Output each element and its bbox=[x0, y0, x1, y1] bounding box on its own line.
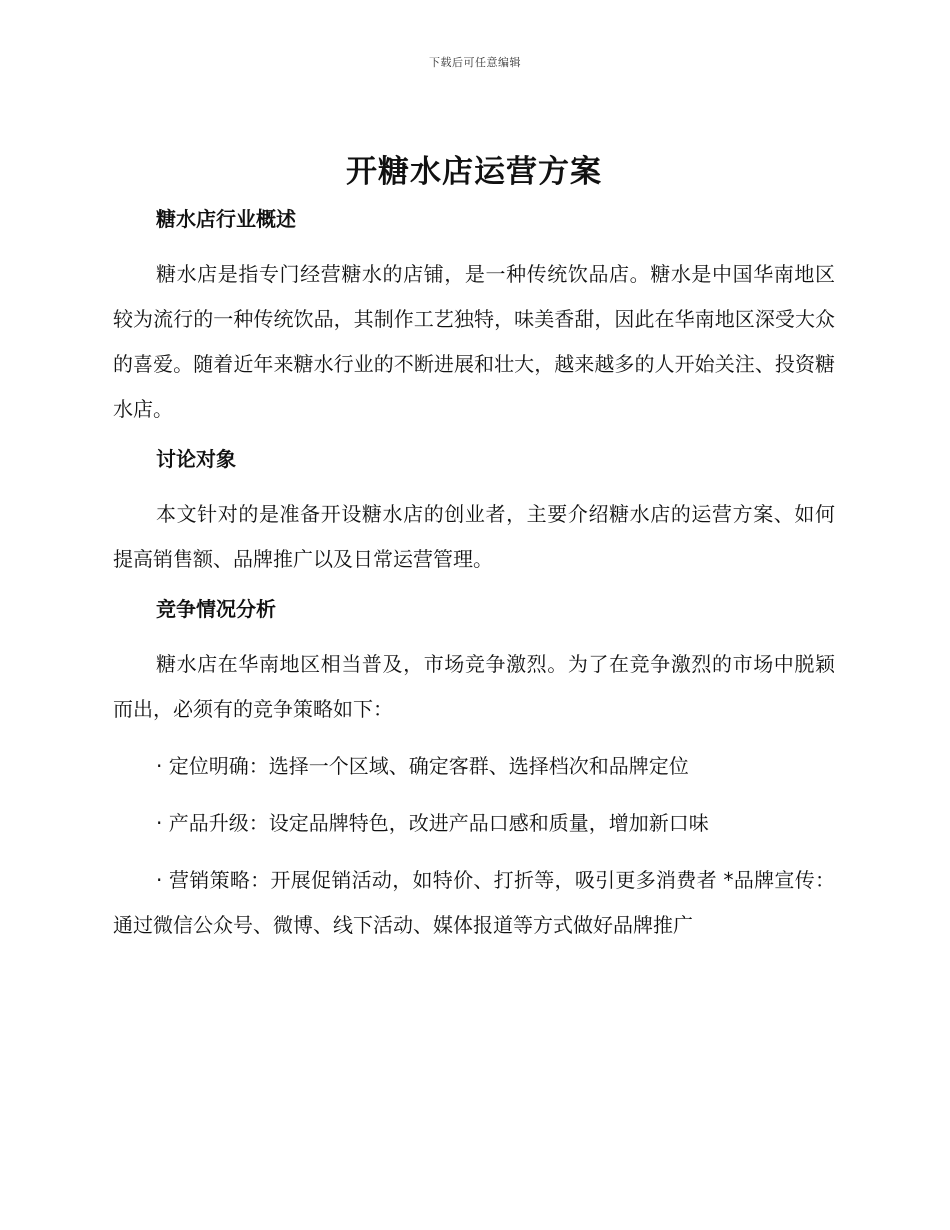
spacer bbox=[113, 234, 835, 252]
spacer bbox=[113, 846, 835, 858]
section-heading-competition: 竞争情况分析 bbox=[156, 597, 276, 621]
spacer bbox=[113, 432, 835, 444]
spacer bbox=[113, 582, 835, 594]
bullet-item-positioning: · 定位明确：选择一个区域、确定客群、选择档次和品牌定位 bbox=[156, 754, 689, 778]
spacer bbox=[113, 789, 835, 801]
section-paragraph-audience: 本文针对的是准备开设糖水店的创业者，主要介绍糖水店的运营方案、如何提高销售额、品牌推广以及日常运营管理。 bbox=[113, 502, 835, 571]
section-paragraph-overview: 糖水店是指专门经营糖水的店铺，是一种传统饮品店。糖水是中国华南地区较为流行的一种传统饮品，其制作工艺独特，味美香甜，因此在华南地区深受大众的喜爱。随着近年来糖水行业的不断进展和壮大，越来越多的人开始关注、投资糖水店。 bbox=[113, 262, 835, 421]
page-header-note: 下载后可任意编辑 bbox=[429, 56, 521, 69]
spacer bbox=[113, 624, 835, 642]
spacer bbox=[113, 474, 835, 492]
section-heading-overview: 糖水店行业概述 bbox=[156, 207, 296, 231]
bullet-item-product: · 产品升级：设定品牌特色，改进产品口感和质量，增加新口味 bbox=[156, 811, 709, 835]
document-body bbox=[113, 148, 835, 948]
spacer bbox=[113, 732, 835, 744]
section-heading-audience: 讨论对象 bbox=[156, 447, 236, 471]
bullet-item-marketing: · 营销策略：开展促销活动，如特价、打折等，吸引更多消费者 *品牌宣传：通过微信公众号、微博、线下活动、媒体报道等方式做好品牌推广 bbox=[113, 868, 835, 937]
document-title: 开糖水店运营方案 bbox=[346, 154, 602, 190]
section-paragraph-competition: 糖水店在华南地区相当普及，市场竞争激烈。为了在竞争激烈的市场中脱颖而出，必须有的竞争策略如下： bbox=[113, 652, 835, 721]
